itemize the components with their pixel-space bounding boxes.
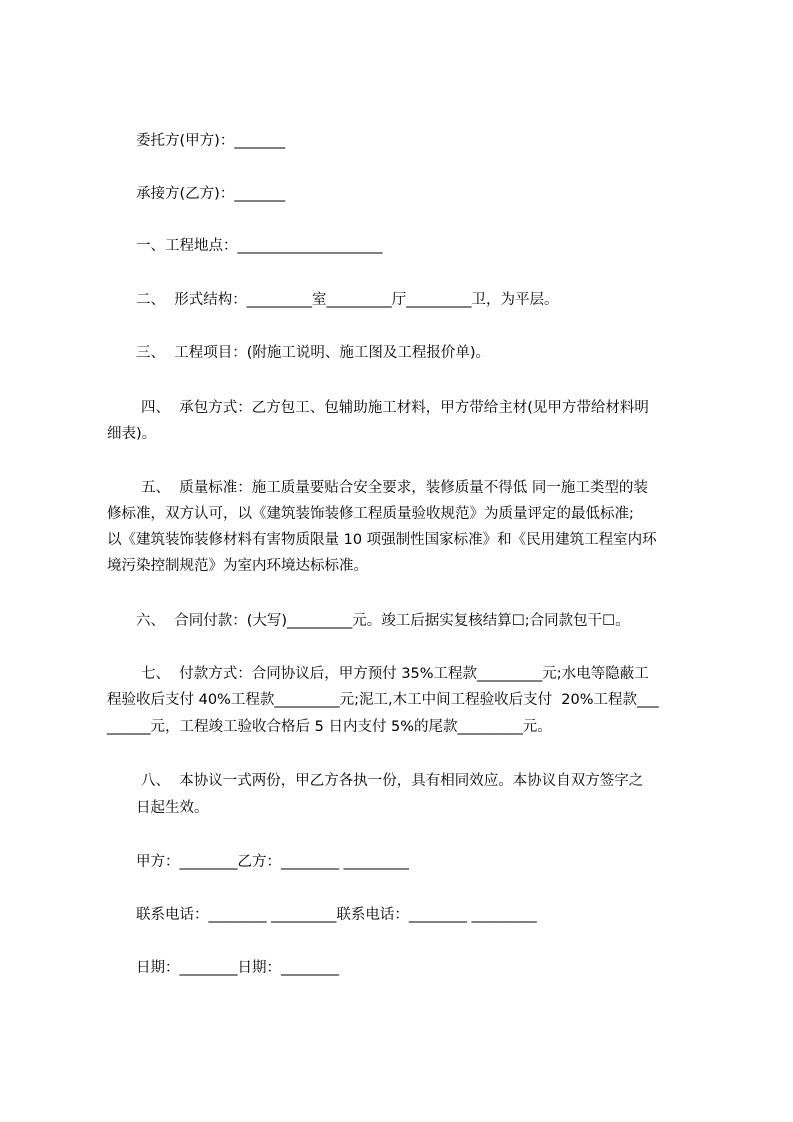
project-items-line: 三、 工程项目：(附施工说明、施工图及工程报价单)。 <box>136 345 491 361</box>
contracting-method-line-2: 细表)。 <box>107 426 157 442</box>
contact-phone-line: 联系电话：________ _________联系电话：________ _________ <box>136 907 537 923</box>
structure-line: 二、 形式结构：_________室_________厅_________卫，为平层。 <box>136 292 559 308</box>
payment-method-line-2: 程验收后支付 40%工程款_________元;泥工,木工中间工程验收后支付 20%工程款___ <box>107 692 659 708</box>
payment-method-line-1: 七、 付款方式：合同协议后，甲方预付 35%工程款_________元;水电等隐蔽工 <box>141 666 649 682</box>
project-location-line: 一、工程地点：____________________ <box>136 238 383 254</box>
copies-line-2: 日起生效。 <box>136 800 209 816</box>
quality-standard-line-2: 修标准，双方认可，以《建筑装饰装修工程质量验收规范》为质量评定的最低标准; <box>107 506 634 522</box>
payment-method-line-3: ______元，工程竣工验收合格后 5 日内支付 5%的尾款_________元。 <box>107 719 552 735</box>
contracting-method-line-1: 四、 承包方式：乙方包工、包辅助施工材料，甲方带给主材(见甲方带给材料明 <box>141 400 649 416</box>
quality-standard-line-4: 境污染控制规范》为室内环境达标标准。 <box>107 558 368 574</box>
copies-line-1: 八、 本协议一式两份，甲乙方各执一份，具有相同效应。本协议自双方签字之 <box>141 773 644 789</box>
date-line: 日期：________日期：________ <box>136 960 339 976</box>
signature-parties-line: 甲方：________乙方：________ _________ <box>136 854 409 870</box>
client-line: 委托方(甲方)：_______ <box>136 133 286 149</box>
quality-standard-line-3: 以《建筑装饰装修材料有害物质限量 10 项强制性国家标准》和《民用建筑工程室内环 <box>107 532 657 548</box>
contractor-line: 承接方(乙方)：_______ <box>136 186 286 202</box>
quality-standard-line-1: 五、 质量标准：施工质量要贴合安全要求，装修质量不得低 同一施工类型的装 <box>141 480 648 496</box>
contract-payment-line: 六、 合同付款：(大写)_________元。竣工后据实复核结算☐;合同款包干☐。 <box>136 613 630 629</box>
